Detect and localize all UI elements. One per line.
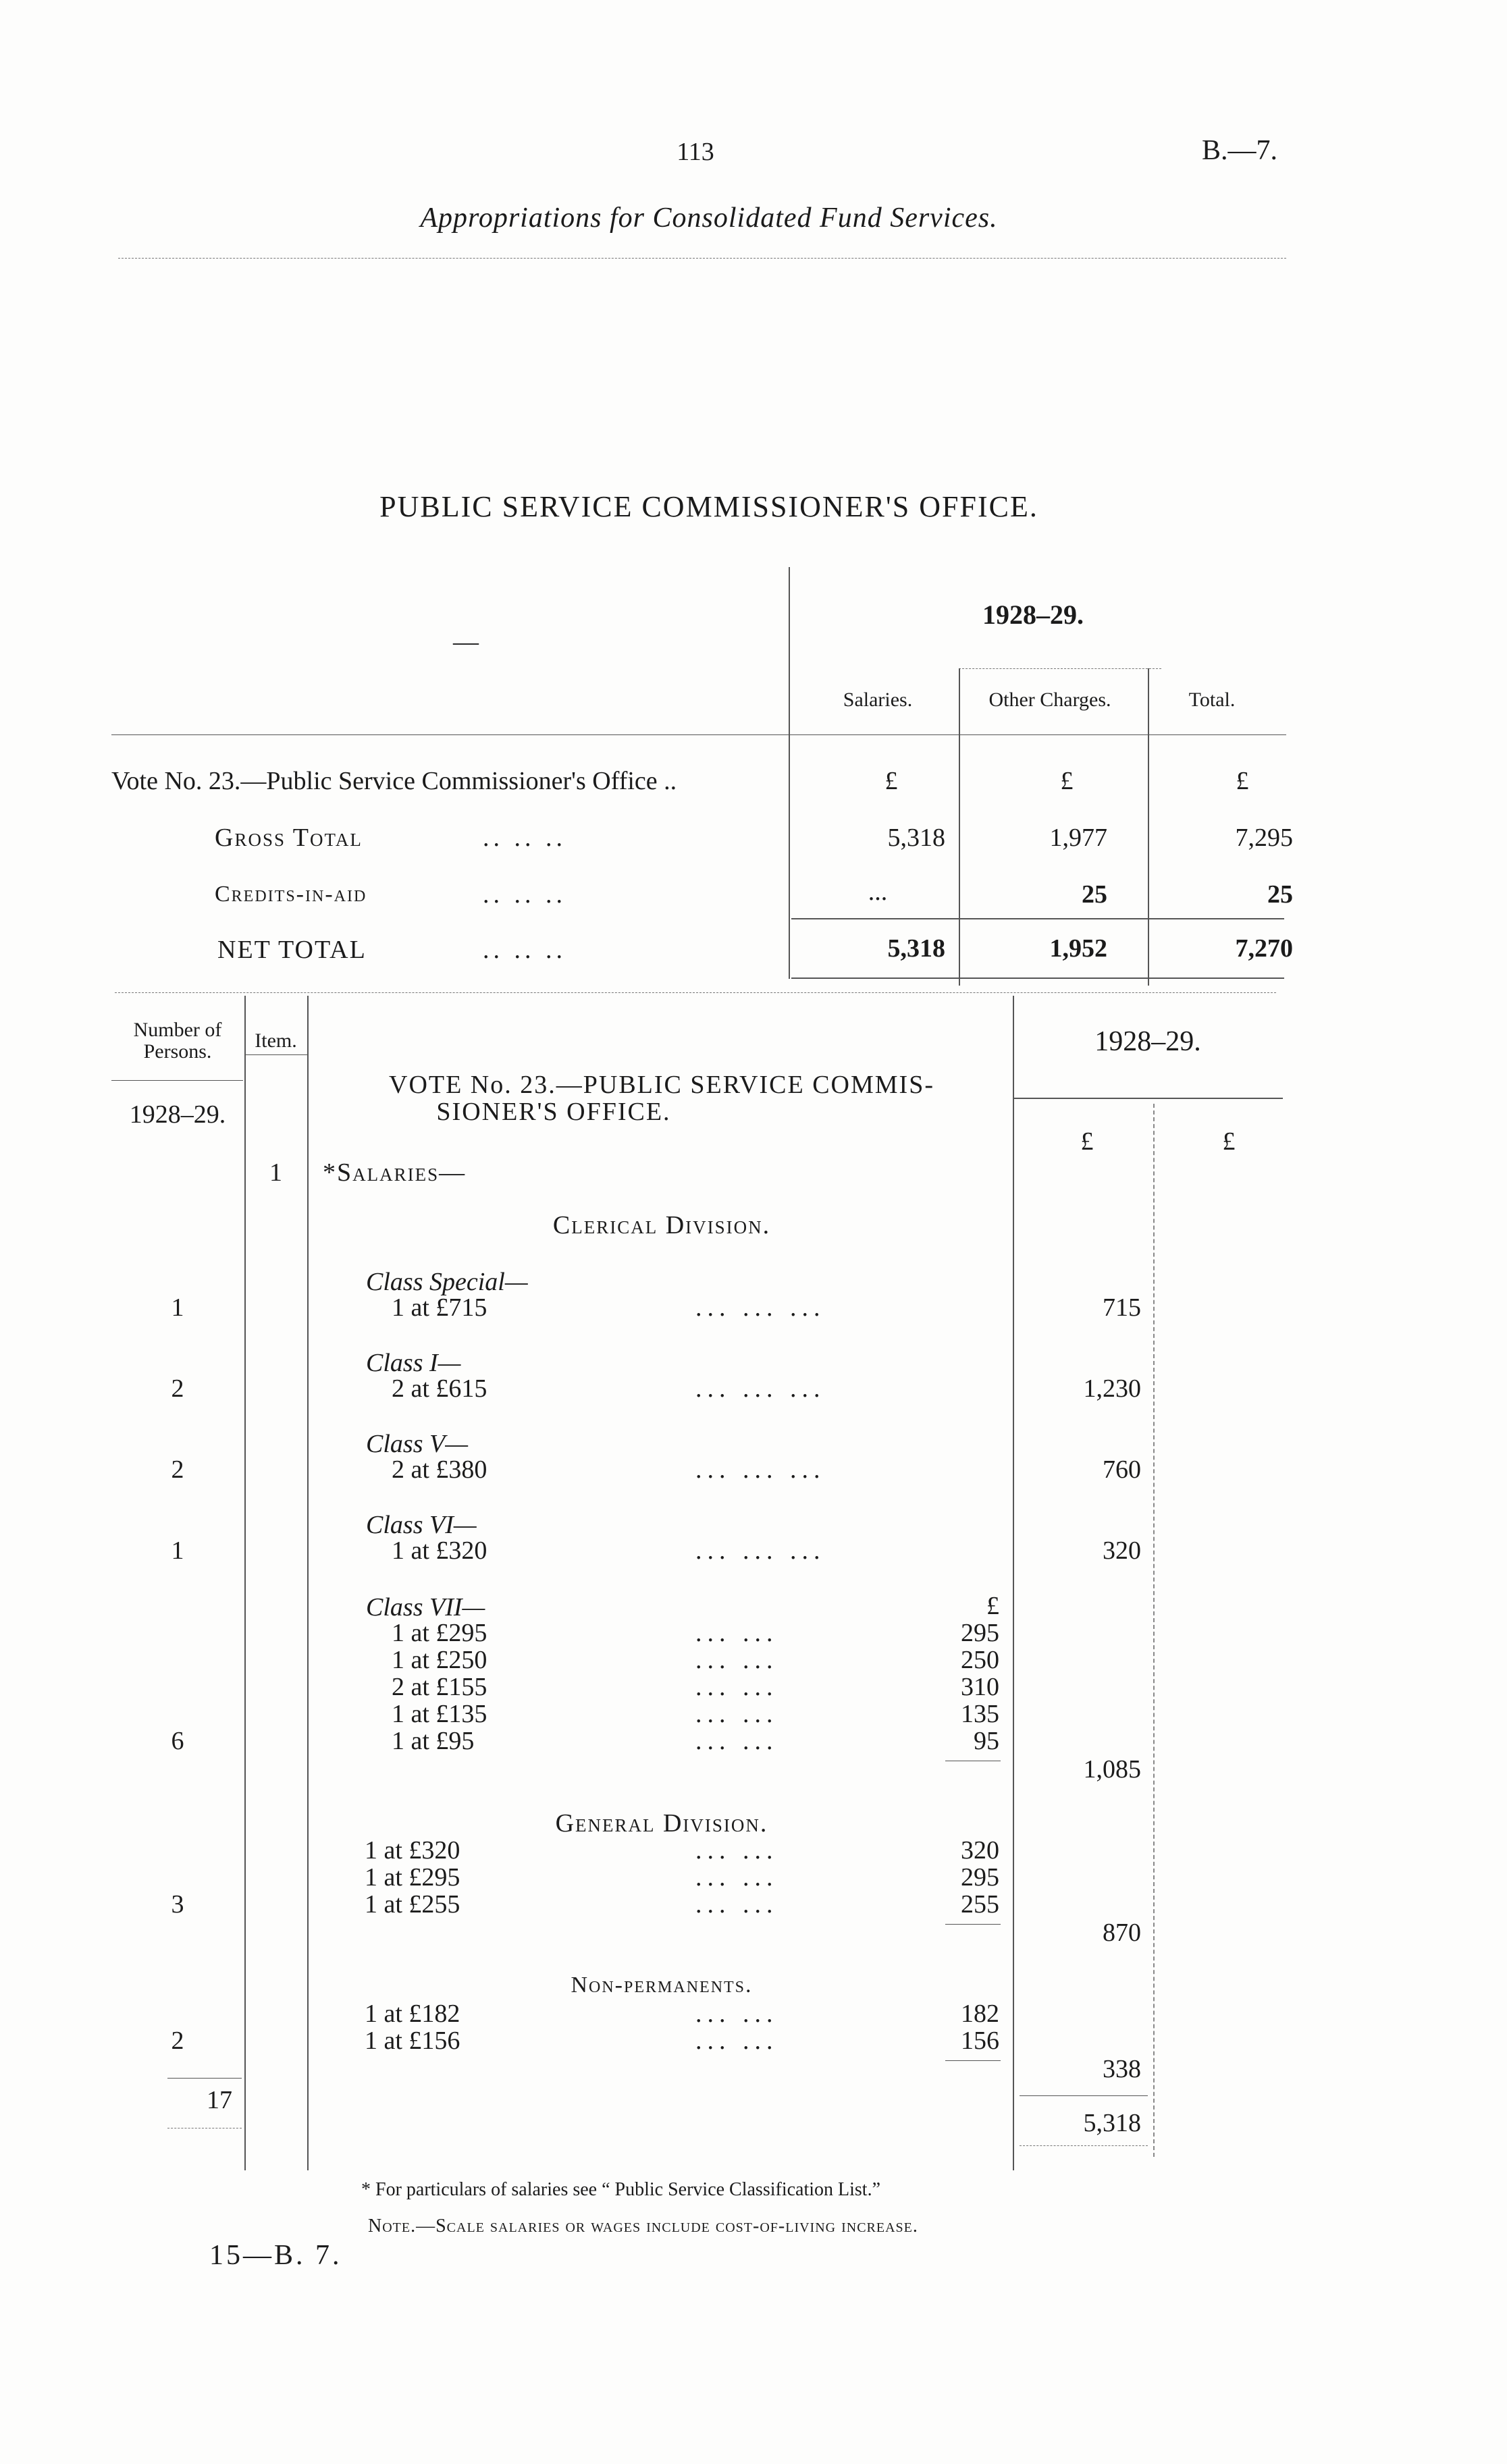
- nonperm-line: 1 at £156: [365, 2027, 460, 2055]
- grand-total-bottom-rule: [1020, 2145, 1148, 2146]
- leader-dots: ... ...: [695, 1619, 778, 1647]
- class-amount: 1,230: [1083, 1374, 1141, 1403]
- col-salaries: Salaries.: [843, 689, 913, 711]
- credits-total: 25: [1267, 880, 1293, 909]
- class-line: 2 at £615: [392, 1374, 487, 1403]
- leader-dots: ... ...: [695, 1700, 778, 1728]
- general-value: 295: [961, 1863, 999, 1892]
- leader-dots: ... ...: [695, 1890, 778, 1919]
- nonperm-rule: [945, 2060, 1001, 2061]
- leader-dots: ... ... ...: [695, 1293, 826, 1322]
- total-persons: 17: [207, 2086, 232, 2114]
- summary-dash: —: [453, 628, 479, 656]
- class-line: 2 at £380: [392, 1455, 487, 1484]
- leader-dots: ... ... ...: [695, 1536, 826, 1565]
- signature-mark: 15—B. 7.: [209, 2240, 342, 2271]
- class-vii-value: 250: [961, 1646, 999, 1674]
- class-name: Class VI—: [366, 1511, 477, 1539]
- nonperm-value: 182: [961, 2000, 999, 2028]
- summary-year: 1928–29.: [982, 599, 1084, 630]
- gross-salaries: 5,318: [887, 824, 945, 852]
- summary-divider: [789, 567, 790, 979]
- summary-header-rule: [111, 734, 1286, 735]
- leader-dots: ... ...: [695, 1863, 778, 1892]
- class-line: 1 at £715: [392, 1293, 487, 1322]
- net-total: 7,270: [1235, 934, 1293, 963]
- class-vii-value: 135: [961, 1700, 999, 1728]
- credits-other: 25: [1082, 880, 1107, 909]
- class-name: Class Special—: [366, 1268, 528, 1296]
- year-underline: [959, 668, 1161, 669]
- footnote-classification: * For particulars of salaries see “ Public Service Classification List.”: [361, 2179, 881, 2200]
- salaries-heading: *Salaries—: [323, 1158, 467, 1187]
- vote-title-line-2: SIONER'S OFFICE.: [436, 1098, 671, 1126]
- leader-dots: ... ...: [695, 2027, 778, 2055]
- general-line: 1 at £255: [365, 1890, 460, 1919]
- item-number: 1: [269, 1158, 282, 1187]
- leader-dots: ... ...: [695, 1727, 778, 1755]
- gross-other: 1,977: [1049, 824, 1107, 852]
- leader-dots: ... ...: [695, 1836, 778, 1865]
- leader-dots: .. .. ..: [483, 880, 566, 909]
- class-vii-value: 310: [961, 1673, 999, 1701]
- net-total-label: NET TOTAL: [217, 936, 367, 964]
- non-permanents-heading: Non-permanents.: [571, 1973, 753, 1998]
- class-amount: 760: [1103, 1455, 1141, 1484]
- clerical-division-heading: Clerical Division.: [552, 1211, 771, 1239]
- class-vii-line: 1 at £295: [392, 1619, 487, 1647]
- credits-salaries: ...: [868, 878, 888, 906]
- persons-year: 1928–29.: [129, 1100, 226, 1129]
- credits-label: Credits-in-aid: [215, 882, 367, 907]
- leader-dots: .. .. ..: [483, 824, 566, 852]
- class-vii-line: 1 at £250: [392, 1646, 487, 1674]
- class-persons: 1: [171, 1293, 184, 1322]
- nonperm-value: 156: [961, 2027, 999, 2055]
- leader-dots: ... ...: [695, 1673, 778, 1701]
- general-line: 1 at £295: [365, 1863, 460, 1892]
- class-vii-total: 1,085: [1083, 1755, 1141, 1784]
- col-other-charges: Other Charges.: [988, 689, 1111, 711]
- persons-header-rule: [111, 1080, 243, 1081]
- doc-reference: B.—7.: [1202, 135, 1278, 166]
- leader-dots: .. .. ..: [483, 936, 566, 964]
- col-line-item: [307, 996, 309, 2170]
- vote-line: Vote No. 23.—Public Service Commissioner's Office ..: [111, 767, 677, 795]
- page-number: 113: [677, 138, 714, 166]
- class-amount: 320: [1103, 1536, 1141, 1565]
- class-name: Class I—: [366, 1349, 461, 1377]
- class-amount: 715: [1103, 1293, 1141, 1322]
- grand-total: 5,318: [1083, 2109, 1141, 2137]
- item-header-rule: [244, 1054, 307, 1055]
- class-vii-persons: 6: [171, 1727, 184, 1755]
- class-vii-line: 2 at £155: [392, 1673, 487, 1701]
- vote-title-line-1: VOTE No. 23.—PUBLIC SERVICE COMMIS-: [389, 1071, 934, 1099]
- col-item: Item.: [255, 1029, 297, 1052]
- summary-col-line-1: [959, 668, 960, 986]
- col-line-amount: [1013, 996, 1014, 2170]
- class-vii-value: 95: [974, 1727, 999, 1755]
- net-rule: [791, 918, 1284, 919]
- net-bottom-rule: [791, 977, 1284, 979]
- col-total: Total.: [1188, 689, 1236, 711]
- general-value: 320: [961, 1836, 999, 1865]
- currency-other: £: [1060, 767, 1074, 795]
- class-vii-currency: £: [986, 1592, 999, 1620]
- running-title: Appropriations for Consolidated Fund Services.: [420, 203, 998, 234]
- gross-total: 7,295: [1235, 824, 1293, 852]
- class-vii-name: Class VII—: [366, 1593, 485, 1622]
- summary-bottom-rule: [115, 992, 1276, 993]
- class-vii-line: 1 at £95: [392, 1727, 475, 1755]
- leader-dots: ... ...: [695, 1646, 778, 1674]
- currency-salaries: £: [884, 767, 898, 795]
- class-name: Class V—: [366, 1430, 468, 1458]
- col-line-amount-inner: [1153, 1104, 1155, 2157]
- net-other: 1,952: [1049, 934, 1107, 963]
- detail-currency-2: £: [1222, 1127, 1236, 1156]
- class-persons: 2: [171, 1455, 184, 1484]
- leader-dots: ... ... ...: [695, 1455, 826, 1484]
- detail-currency-1: £: [1080, 1127, 1094, 1156]
- general-value: 255: [961, 1890, 999, 1919]
- nonperm-total: 338: [1103, 2055, 1141, 2083]
- class-persons: 1: [171, 1536, 184, 1565]
- col-number-of-persons: Number of Persons.: [133, 1019, 222, 1063]
- general-persons: 3: [171, 1890, 184, 1919]
- class-vii-line: 1 at £135: [392, 1700, 487, 1728]
- detail-year: 1928–29.: [1094, 1026, 1201, 1057]
- general-total: 870: [1103, 1919, 1141, 1947]
- nonperm-line: 1 at £182: [365, 2000, 460, 2028]
- general-rule: [945, 1924, 1001, 1925]
- header-rule: [118, 258, 1286, 259]
- office-title: PUBLIC SERVICE COMMISSIONER'S OFFICE.: [379, 490, 1038, 523]
- leader-dots: ... ... ...: [695, 1374, 826, 1403]
- net-salaries: 5,318: [887, 934, 945, 963]
- gross-total-label: Gross Total: [215, 824, 363, 852]
- class-line: 1 at £320: [392, 1536, 487, 1565]
- grand-total-rule: [1020, 2095, 1148, 2096]
- persons-total-rule: [167, 2078, 242, 2079]
- general-division-heading: General Division.: [555, 1809, 768, 1838]
- leader-dots: ... ...: [695, 2000, 778, 2028]
- class-persons: 2: [171, 1374, 184, 1403]
- nonperm-persons: 2: [171, 2027, 184, 2055]
- class-vii-value: 295: [961, 1619, 999, 1647]
- currency-total: £: [1236, 767, 1249, 795]
- detail-year-rule: [1013, 1098, 1283, 1099]
- general-line: 1 at £320: [365, 1836, 460, 1865]
- footnote-note: Note.—Scale salaries or wages include cost-of-living increase.: [368, 2216, 918, 2237]
